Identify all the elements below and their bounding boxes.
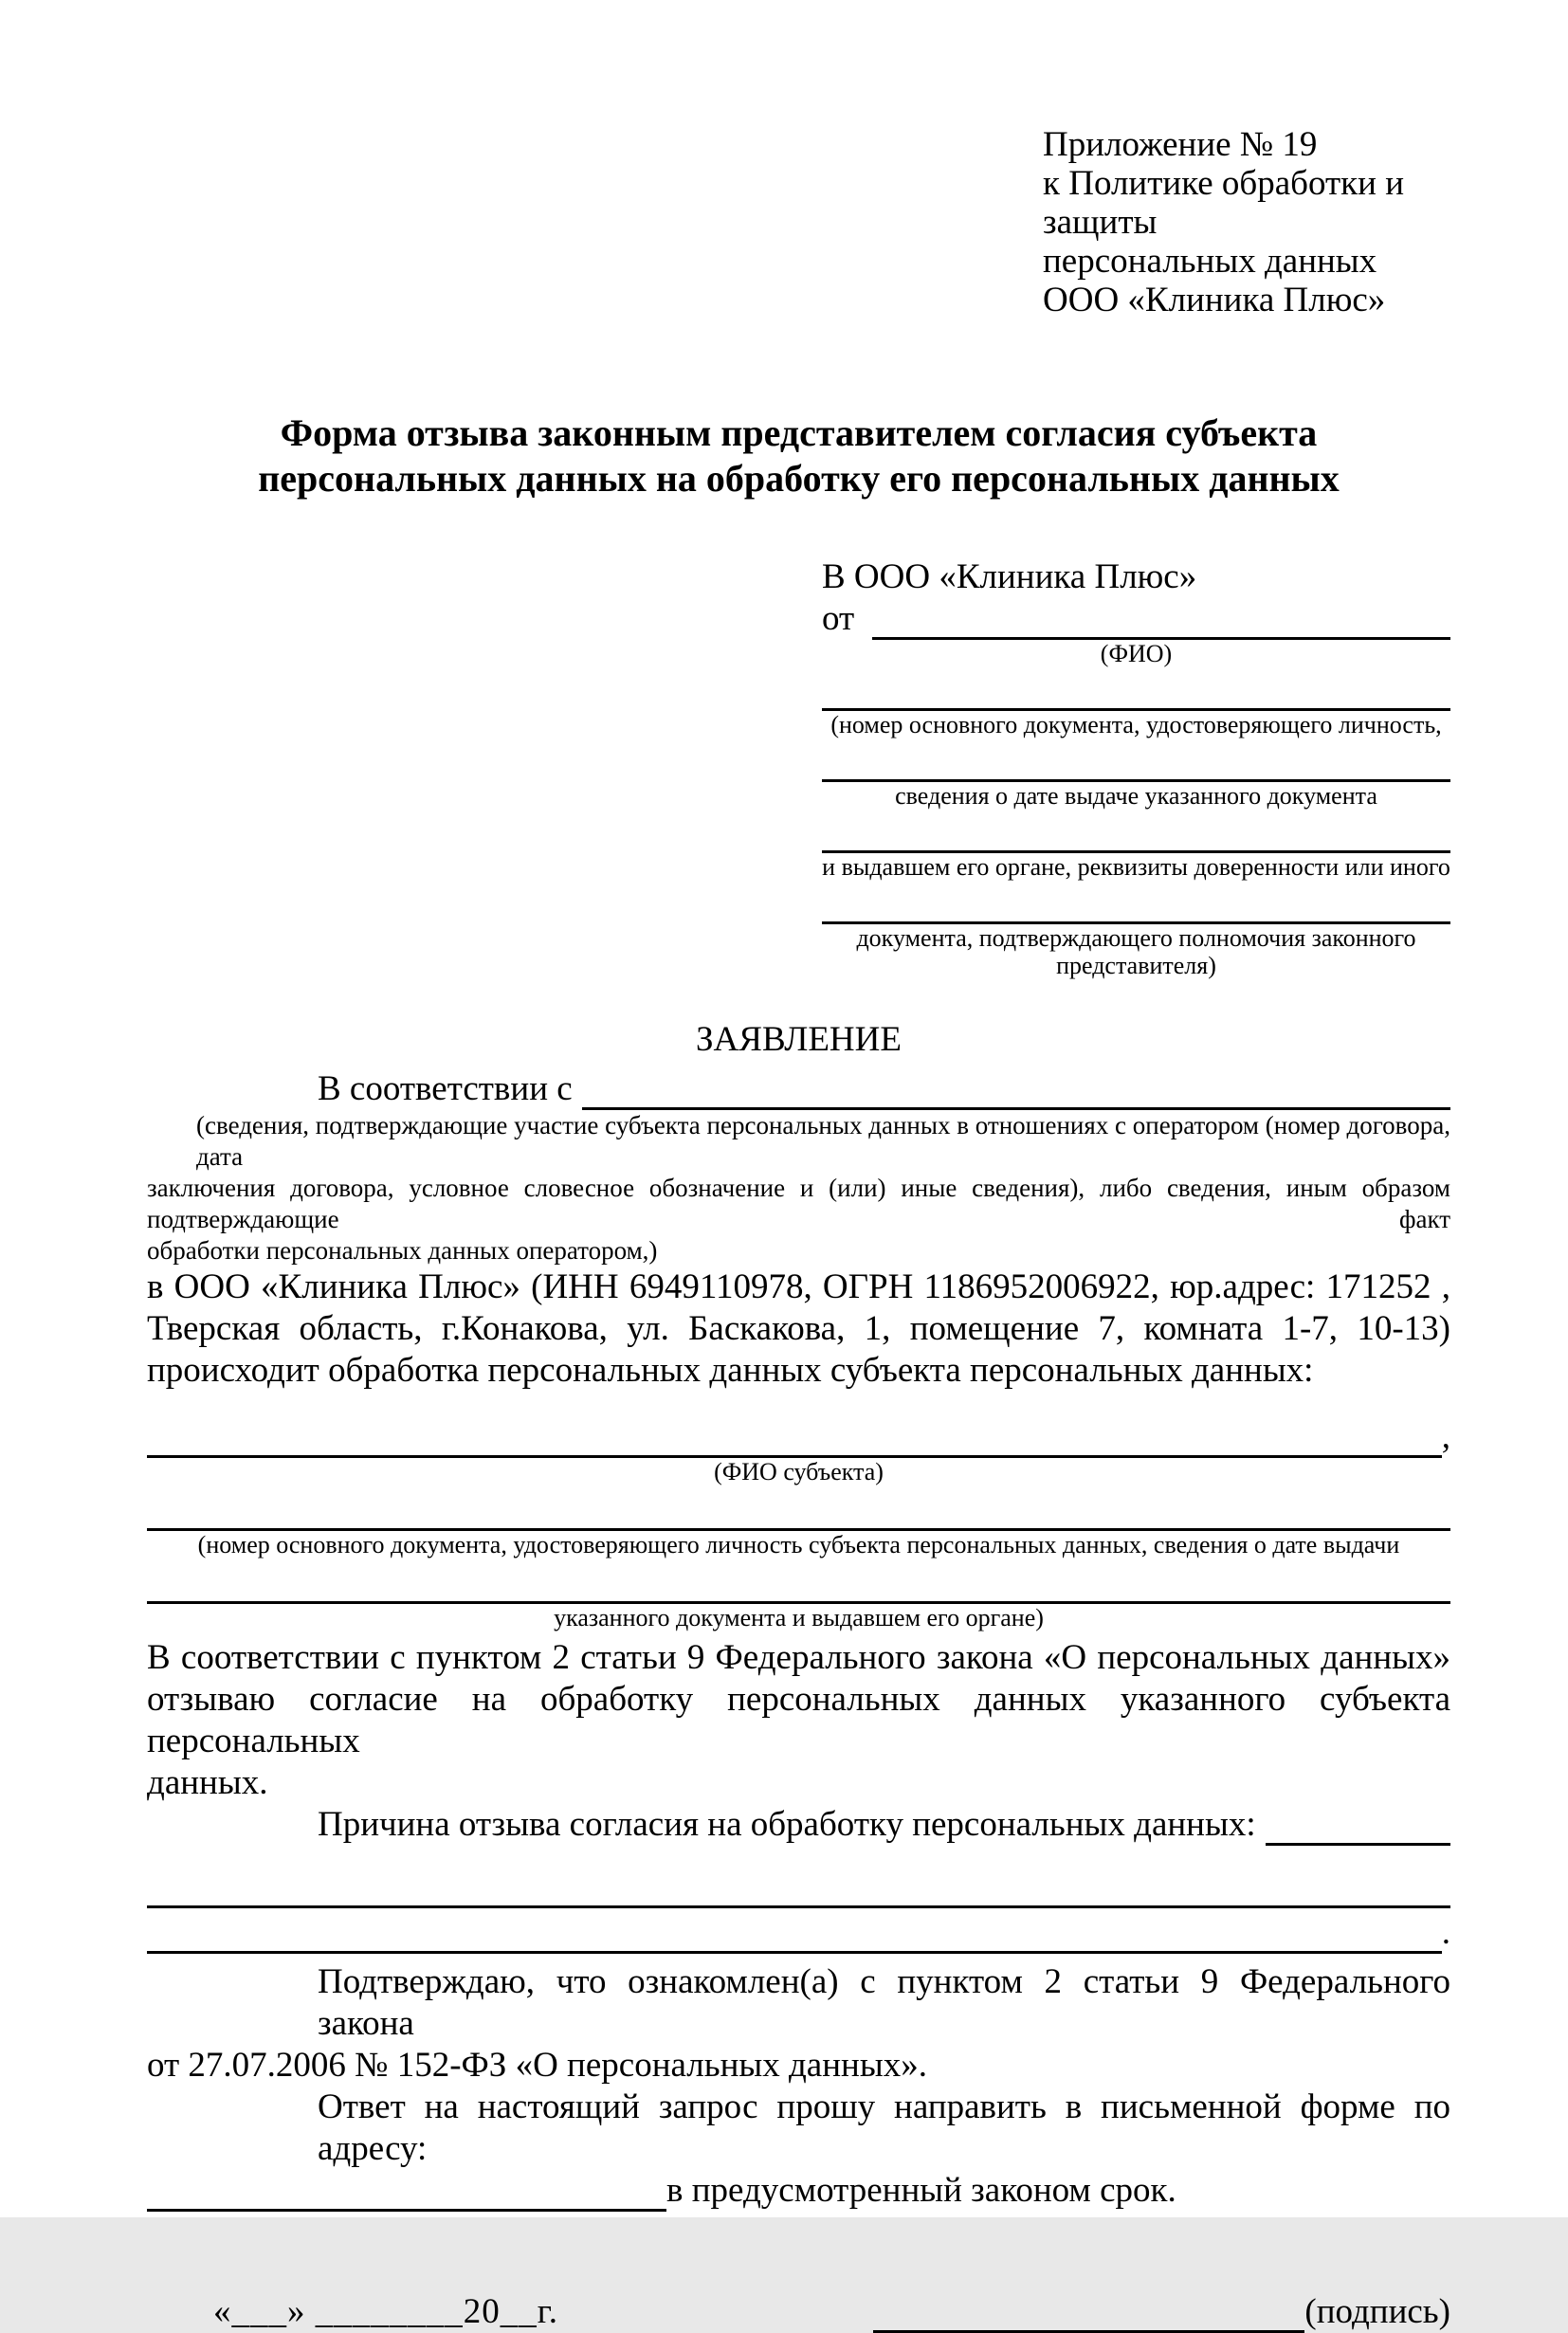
doc-number-blank-line (822, 679, 1450, 711)
confirm-line: от 27.07.2006 № 152-ФЗ «О персональных данных». (147, 2046, 927, 2085)
reason-blank-row-3 (147, 1912, 1450, 1954)
confirm-line: Подтверждаю, что ознакомлен(а) с пунктом 2 статьи 9 Федерального закона (318, 1962, 1450, 2043)
operator-line: в ООО «Клиника Плюс» (ИНН 6949110978, ОГРН 1186952006922, юр.адрес: 171252 , (147, 1267, 1450, 1306)
intro-caption-line: (сведения, подтверждающие участие субъекта персональных данных в отношениях с оператором (номер договора, дата (196, 1111, 1450, 1171)
appendix-line: персональных данных (1043, 242, 1377, 281)
appendix-line: Приложение № 19 (1043, 125, 1318, 164)
doc-number-caption: (номер основного документа, удостоверяющего личность, (830, 711, 1442, 738)
footer-row (147, 2291, 1450, 2333)
intro-caption-line: обработки персональных данных оператором,) (147, 1236, 658, 1265)
subject-doc-caption: (номер основного документа, удостоверяющего личность субъекта персональных данных, сведения о дате выдачи (197, 1531, 1400, 1558)
issuing-authority-blank-line (822, 821, 1450, 853)
reason-blank-line-3 (147, 1920, 1442, 1954)
operator-paragraph (147, 1267, 1450, 1392)
withdraw-line: данных. (147, 1763, 268, 1802)
statement-heading: ЗАЯВЛЕНИЕ (696, 1020, 902, 1059)
addressee-to: В ООО «Клиника Плюс» (822, 557, 1197, 596)
reply-line: Ответ на настоящий запрос прошу направить в письменной форме по адресу: (318, 2087, 1450, 2168)
confirm-paragraph (147, 1961, 1450, 2087)
addressee-block (822, 556, 1450, 979)
intro-row (147, 1068, 1450, 1110)
signature-caption: (подпись) (1304, 2292, 1450, 2331)
subject-doc-blank-line-2 (147, 1572, 1450, 1604)
appendix-block (1043, 125, 1450, 319)
signature-blank-line (873, 2299, 1304, 2333)
intro-caption-line: заключения договора, условное словесное обозначение и (или) иные сведения), либо сведения, иным образом подтверждающие факт (147, 1174, 1450, 1233)
title-line: персональных данных на обработку его персональных данных (258, 457, 1340, 500)
operator-line: происходит обработка персональных данных субъекта персональных данных: (147, 1351, 1314, 1390)
signature-block (873, 2291, 1450, 2333)
issue-date-blank-line (822, 750, 1450, 782)
authority-doc-caption: документа, подтверждающего полномочия законного представителя) (856, 924, 1416, 979)
reply-address-row (147, 2170, 1450, 2212)
intro-prefix: В соответствии с (318, 1069, 573, 1108)
authority-doc-blank-line (822, 892, 1450, 924)
subject-doc-caption-2: указанного документа и выдавшем его органе) (554, 1604, 1044, 1631)
reason-label: Причина отзыва согласия на обработку персональных данных: (318, 1805, 1256, 1844)
issuing-authority-caption: и выдавшем его органе, реквизиты доверенности или иного (822, 853, 1450, 881)
title-line: Форма отзыва законным представителем согласия субъекта (280, 411, 1318, 454)
withdraw-paragraph (147, 1637, 1450, 1804)
comma: , (1441, 1417, 1450, 1456)
appendix-line: ООО «Клиника Плюс» (1043, 281, 1386, 319)
appendix-line: к Политике обработки и защиты (1043, 164, 1405, 242)
from-row (822, 598, 1450, 640)
operator-line: Тверская область, г.Конакова, ул. Баскакова, 1, помещение 7, комната 1-7, 10-13) (147, 1309, 1450, 1348)
withdraw-line: отзываю согласие на обработку персональных данных указанного субъекта персональных (147, 1680, 1450, 1760)
subject-doc-blank-line (147, 1499, 1450, 1531)
subject-fio-row (147, 1416, 1450, 1458)
document-title (147, 410, 1450, 501)
period: . (1441, 1913, 1450, 1952)
date-blank-text: «___» ________20__г. (213, 2292, 559, 2331)
from-label: от (822, 599, 864, 638)
fio-caption: (ФИО) (1100, 640, 1173, 667)
subject-fio-caption: (ФИО субъекта) (714, 1458, 884, 1485)
reason-blank-line-2 (147, 1874, 1450, 1908)
issue-date-caption: сведения о дате выдаче указанного документа (895, 782, 1377, 810)
address-blank-line (147, 2178, 666, 2212)
reply-paragraph (147, 2087, 1450, 2212)
intro-caption (147, 1110, 1450, 1267)
reason-blank-line (1266, 1843, 1450, 1846)
reason-row (147, 1804, 1450, 1846)
withdraw-line: В соответствии с пунктом 2 статьи 9 Федерального закона «О персональных данных» (147, 1638, 1450, 1677)
reply-suffix: в предусмотренный законом срок. (666, 2171, 1176, 2210)
